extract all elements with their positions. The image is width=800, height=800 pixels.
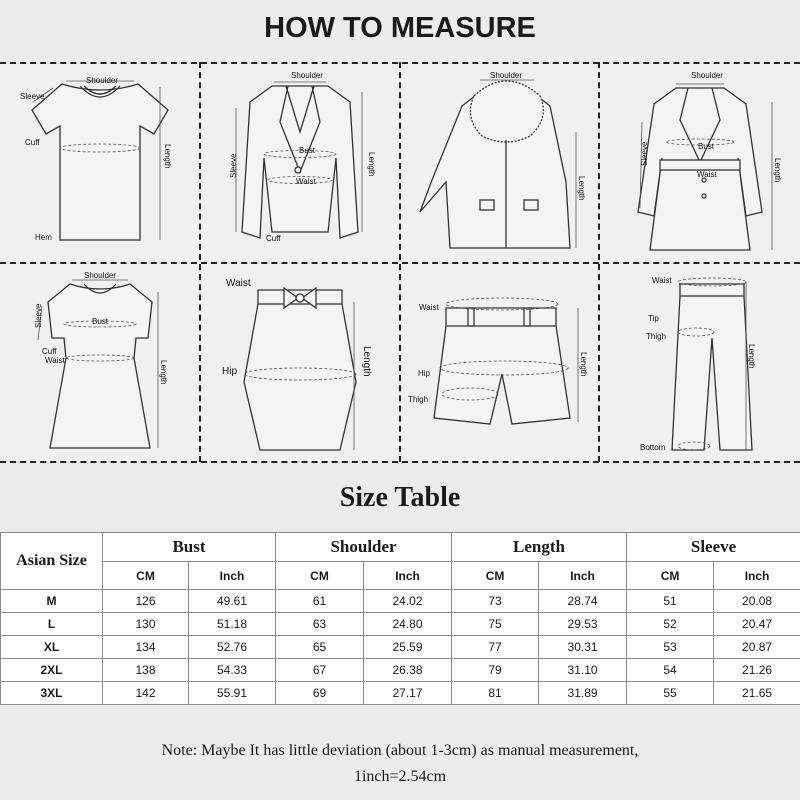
bust-header: Bust [103, 533, 276, 562]
coat-shoulder-label: Shoulder [691, 71, 724, 80]
coat-sleeve-label: Sleeve [640, 141, 649, 166]
size-cell: 2XL [1, 659, 103, 682]
parka-length-label: Length [577, 176, 586, 201]
table-row [1, 590, 800, 613]
size-table [0, 532, 800, 705]
size-cell: 3XL [1, 682, 103, 705]
parka-illustration [400, 62, 600, 262]
measurement-note [0, 738, 800, 790]
table-cell: 20.47 [714, 613, 800, 636]
shorts-hip-label: Hip [418, 369, 431, 378]
coat-waist-label: Waist [697, 170, 717, 179]
pants-diagram [600, 262, 800, 462]
size-cell: L [1, 613, 103, 636]
pants-tip-label: Tip [648, 314, 659, 323]
table-cell: 24.80 [364, 613, 452, 636]
coat-bust-label: Bust [698, 142, 715, 151]
table-cell: 67 [276, 659, 364, 682]
dress-length-label: Length [159, 360, 168, 385]
table-cell: 130 [103, 613, 189, 636]
table-cell: 75 [452, 613, 539, 636]
table-cell: 63 [276, 613, 364, 636]
blazer-shoulder-label: Shoulder [291, 71, 324, 80]
unit-header: CM [627, 562, 714, 590]
skirt-diagram [200, 262, 400, 462]
table-cell: 54.33 [189, 659, 276, 682]
table-cell: 21.65 [714, 682, 800, 705]
size-table-unit-header-row [1, 562, 800, 590]
table-cell: 65 [276, 636, 364, 659]
unit-header: Inch [189, 562, 276, 590]
blazer-length-label: Length [367, 152, 376, 177]
table-cell: 26.38 [364, 659, 452, 682]
tshirt-hem-label: Hem [35, 233, 52, 242]
unit-header: Inch [539, 562, 627, 590]
table-cell: 77 [452, 636, 539, 659]
measure-diagram-grid [0, 62, 800, 462]
size-table-wrapper [0, 532, 800, 705]
size-cell: M [1, 590, 103, 613]
blazer-sleeve-label: Sleeve [229, 153, 238, 178]
note-line-1: Note: Maybe It has little deviation (about 1-3cm) as manual measurement, [161, 742, 639, 759]
table-cell: 52.76 [189, 636, 276, 659]
table-cell: 31.89 [539, 682, 627, 705]
dress-bust-label: Bust [92, 317, 109, 326]
dress-shoulder-label: Shoulder [84, 271, 117, 280]
table-cell: 25.59 [364, 636, 452, 659]
note-line-2: 1inch=2.54cm [353, 768, 447, 785]
table-cell: 55 [627, 682, 714, 705]
shorts-waist-label: Waist [419, 303, 439, 312]
coat-length-label: Length [773, 158, 782, 183]
skirt-hip-label: Hip [222, 366, 238, 377]
table-cell: 29.53 [539, 613, 627, 636]
skirt-length-label: Length [361, 346, 372, 377]
tshirt-sleeve-label: Sleeve [20, 92, 45, 101]
coat-illustration [600, 62, 800, 262]
table-cell: 126 [103, 590, 189, 613]
table-cell: 51.18 [189, 613, 276, 636]
table-cell: 73 [452, 590, 539, 613]
pants-illustration [600, 262, 800, 462]
table-cell: 79 [452, 659, 539, 682]
table-cell: 54 [627, 659, 714, 682]
table-cell: 52 [627, 613, 714, 636]
size-table-group-header-row [1, 533, 800, 562]
table-cell: 27.17 [364, 682, 452, 705]
table-cell: 55.91 [189, 682, 276, 705]
shoulder-header: Shoulder [276, 533, 452, 562]
table-cell: 138 [103, 659, 189, 682]
asian-size-header: Asian Size [1, 533, 103, 590]
dress-sleeve-label: Sleeve [34, 303, 43, 328]
table-row [1, 659, 800, 682]
table-row [1, 613, 800, 636]
dress-cuff-label: Cuff [42, 347, 57, 356]
table-cell: 81 [452, 682, 539, 705]
table-cell: 142 [103, 682, 189, 705]
table-cell: 134 [103, 636, 189, 659]
tshirt-cuff-label: Cuff [25, 138, 40, 147]
unit-header: Inch [364, 562, 452, 590]
unit-header: CM [452, 562, 539, 590]
table-cell: 31.10 [539, 659, 627, 682]
size-table-title: Size Table [339, 482, 461, 513]
size-cell: XL [1, 636, 103, 659]
pants-bottom-label: Bottom [640, 443, 666, 452]
shorts-diagram [400, 262, 600, 462]
skirt-waist-label: Waist [226, 278, 251, 289]
table-cell: 69 [276, 682, 364, 705]
shorts-thigh-label: Thigh [408, 395, 429, 404]
unit-header: CM [276, 562, 364, 590]
blazer-waist-label: Waist [296, 177, 316, 186]
pants-length-label: Length [747, 344, 756, 369]
tshirt-diagram [0, 62, 200, 262]
tshirt-length-label: Length [163, 144, 172, 169]
shorts-illustration [400, 262, 600, 462]
table-cell: 51 [627, 590, 714, 613]
sleeve-header: Sleeve [627, 533, 800, 562]
table-cell: 28.74 [539, 590, 627, 613]
length-header: Length [452, 533, 627, 562]
dress-illustration [0, 262, 200, 462]
blazer-diagram [200, 62, 400, 262]
table-cell: 24.02 [364, 590, 452, 613]
table-cell: 30.31 [539, 636, 627, 659]
table-cell: 21.26 [714, 659, 800, 682]
unit-header: Inch [714, 562, 800, 590]
tshirt-shoulder-label: Shoulder [86, 76, 119, 85]
unit-header: CM [103, 562, 189, 590]
table-cell: 53 [627, 636, 714, 659]
blazer-cuff-label: Cuff [266, 234, 281, 243]
table-row [1, 636, 800, 659]
shorts-length-label: Length [579, 352, 588, 377]
dress-diagram [0, 262, 200, 462]
table-cell: 20.87 [714, 636, 800, 659]
blazer-bust-label: Bust [299, 146, 316, 155]
table-cell: 61 [276, 590, 364, 613]
pants-waist-label: Waist [652, 276, 672, 285]
dress-waist-label: Waist [45, 356, 65, 365]
parka-shoulder-label: Shoulder [490, 71, 523, 80]
page-title: HOW TO MEASURE [264, 12, 536, 44]
table-cell: 20.08 [714, 590, 800, 613]
coat-diagram [600, 62, 800, 262]
pants-thigh-label: Thigh [646, 332, 667, 341]
table-row [1, 682, 800, 705]
table-cell: 49.61 [189, 590, 276, 613]
parka-diagram [400, 62, 600, 262]
